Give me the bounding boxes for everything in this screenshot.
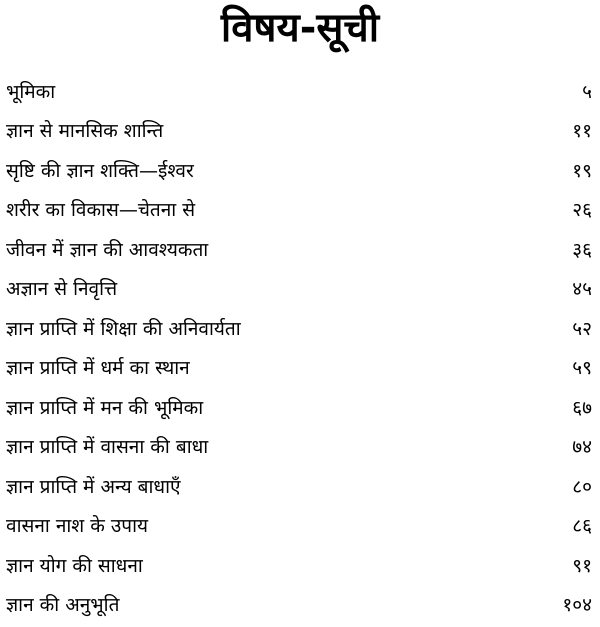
toc-entry (6, 230, 594, 270)
toc-entry-label: सृष्टि की ज्ञान शक्ति—ईश्वर (6, 159, 194, 182)
toc-entry (6, 546, 594, 586)
toc-entry-page: ८६ (572, 515, 592, 538)
toc-entry-label: शरीर का विकास—चेतना से (6, 199, 196, 222)
toc-entry-label: ज्ञान योग की साधना (6, 554, 143, 577)
toc-entry-page: ५२ (572, 317, 592, 340)
toc-entry-label: ज्ञान प्राप्ति में अन्य बाधाएँ (6, 475, 181, 498)
toc-entry-page: ५ (582, 80, 592, 103)
page-title: विषय-सूची (220, 5, 380, 51)
toc-entry-label: भूमिका (6, 80, 56, 103)
toc-entry (6, 388, 594, 428)
toc-entry-page: १९ (572, 159, 592, 182)
toc-entry-page: ११ (572, 120, 592, 143)
toc-entry-label: ज्ञान से मानसिक शान्ति (6, 120, 164, 143)
toc-entry-label: ज्ञान प्राप्ति में शिक्षा की अनिवार्यता (6, 317, 241, 340)
toc-entry-label: ज्ञान प्राप्ति में मन की भूमिका (6, 396, 204, 419)
toc-list (6, 72, 594, 625)
toc-entry (6, 467, 594, 507)
toc-entry (6, 507, 594, 547)
toc-entry (6, 112, 594, 152)
toc-entry-page: ६७ (572, 396, 592, 419)
toc-entry (6, 191, 594, 231)
toc-entry-page: ५९ (572, 357, 592, 380)
toc-entry-label: ज्ञान की अनुभूति (6, 594, 120, 617)
toc-entry (6, 270, 594, 310)
toc-entry-page: ४५ (572, 278, 592, 301)
toc-entry (6, 349, 594, 389)
toc-entry-page: ९१ (572, 554, 592, 577)
toc-entry-label: जीवन में ज्ञान की आवश्यकता (6, 238, 209, 261)
toc-entry-label: वासना नाश के उपाय (6, 515, 149, 538)
toc-entry (6, 151, 594, 191)
toc-entry-page: ८० (572, 475, 592, 498)
toc-entry-page: ३६ (572, 238, 592, 261)
toc-entry-label: ज्ञान प्राप्ति में धर्म का स्थान (6, 357, 190, 380)
toc-entry-label: अज्ञान से निवृत्ति (6, 278, 118, 301)
toc-entry-page: २६ (572, 199, 592, 222)
toc-entry (6, 309, 594, 349)
toc-entry-page: १०४ (562, 594, 592, 617)
toc-entry (6, 428, 594, 468)
toc-entry-page: ७४ (572, 436, 592, 459)
toc-entry (6, 586, 594, 626)
toc-entry (6, 72, 594, 112)
toc-entry-label: ज्ञान प्राप्ति में वासना की बाधा (6, 436, 209, 459)
